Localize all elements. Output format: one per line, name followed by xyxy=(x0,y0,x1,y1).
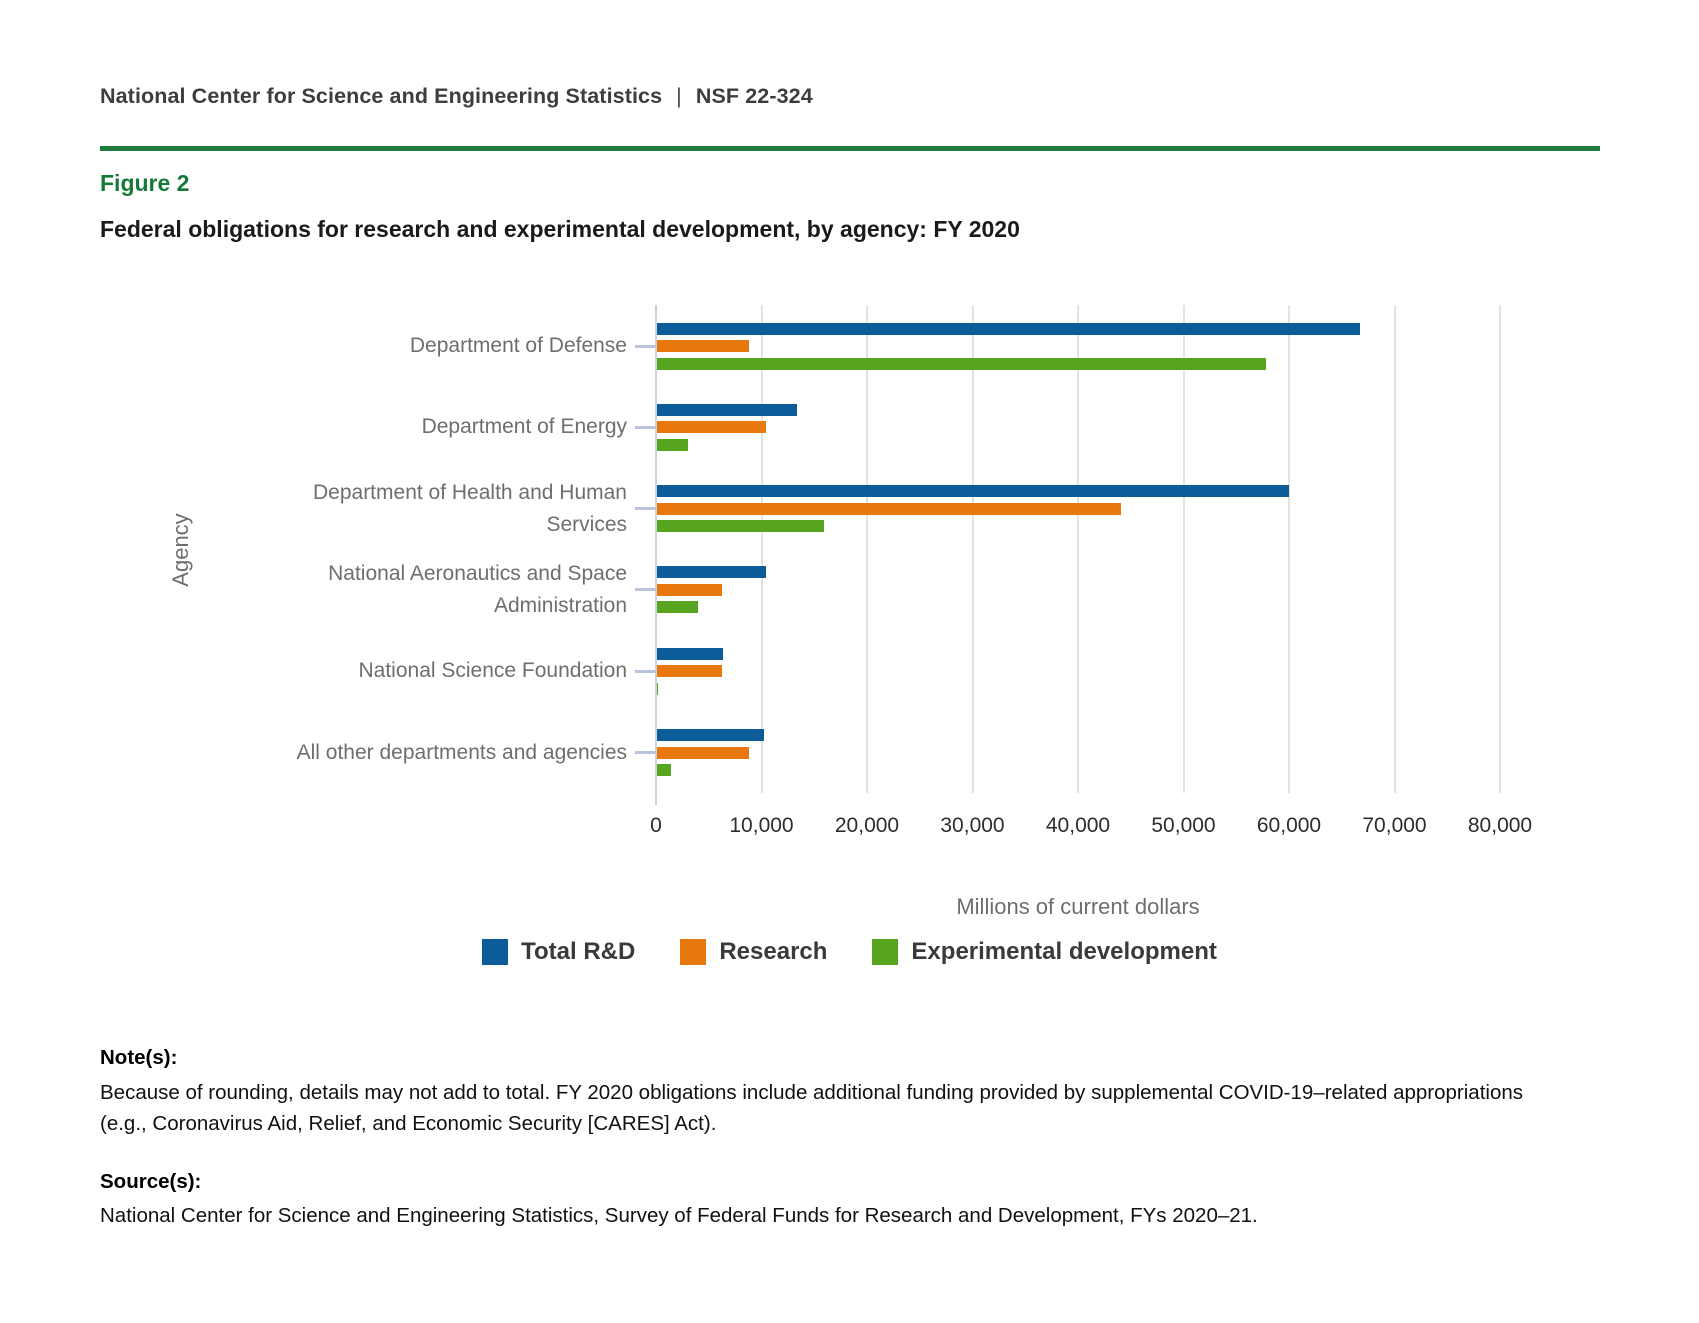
bar-total-r-d xyxy=(657,648,723,660)
chart-legend xyxy=(0,938,1699,966)
x-tick-label: 60,000 xyxy=(1256,814,1322,837)
x-axis-title: Millions of current dollars xyxy=(956,894,1200,919)
bar-total-r-d xyxy=(657,323,1360,335)
figure-title: Federal obligations for research and experimental development, by agency: FY 2020 xyxy=(100,216,1020,242)
category-tick xyxy=(635,670,656,673)
legend-item-research[interactable] xyxy=(680,938,827,966)
y-axis-line xyxy=(655,305,657,805)
bar-experimental-development xyxy=(657,601,698,613)
bar-total-r-d xyxy=(657,566,766,578)
breadcrumb xyxy=(100,84,813,109)
x-gridline xyxy=(761,305,763,793)
bar-total-r-d xyxy=(657,729,764,741)
category-label: Department of Defense xyxy=(409,334,627,357)
bar-research xyxy=(657,503,1121,515)
source-heading: Source(s): xyxy=(100,1170,202,1193)
category-tick xyxy=(635,426,656,429)
brand-text: National Center for Science and Engineering Statistics xyxy=(100,84,663,108)
category-tick xyxy=(635,345,656,348)
x-gridline xyxy=(1394,305,1396,793)
x-gridline xyxy=(1288,305,1290,793)
x-gridline xyxy=(1077,305,1079,793)
legend-label: Research xyxy=(719,938,828,965)
legend-label: Experimental development xyxy=(911,938,1217,965)
x-tick-label: 10,000 xyxy=(729,814,794,837)
legend-swatch xyxy=(482,939,508,965)
legend-label: Total R&D xyxy=(521,938,636,965)
bar-research xyxy=(657,747,749,759)
x-tick-label: 0 xyxy=(650,814,662,837)
legend-swatch xyxy=(680,939,706,965)
notes-body: Because of rounding, details may not add to total. FY 2020 obligations include additional funding provided by supplemental COVID-19–related appropriations (e.g., Coronavirus Aid, Relief, and Economic Security [CARES] Act). xyxy=(100,1081,1524,1135)
bar-total-r-d xyxy=(657,485,1289,497)
category-label: National Science Foundation xyxy=(358,659,627,683)
y-axis-title: Agency xyxy=(168,513,193,587)
x-tick-label: 40,000 xyxy=(1045,814,1111,837)
breadcrumb-divider: | xyxy=(676,84,682,108)
legend-swatch xyxy=(872,939,898,965)
category-tick xyxy=(635,751,656,754)
bar-experimental-development xyxy=(657,764,671,776)
category-tick xyxy=(635,507,656,510)
legend-item-total-r-d[interactable] xyxy=(482,938,635,966)
x-gridline xyxy=(972,305,974,793)
bar-experimental-development xyxy=(657,439,688,451)
x-gridline xyxy=(866,305,868,793)
category-tick xyxy=(635,588,656,591)
bar-experimental-development xyxy=(657,520,824,532)
x-tick-label: 50,000 xyxy=(1151,814,1216,837)
bar-experimental-development xyxy=(657,358,1266,370)
x-tick-label: 30,000 xyxy=(940,814,1005,837)
bar-research xyxy=(657,584,722,596)
header-rule xyxy=(100,146,1600,151)
source-body: National Center for Science and Engineering Statistics, Survey of Federal Funds for Research and Development, FYs 2020–21. xyxy=(100,1204,1258,1227)
category-label: Department of Energy xyxy=(421,415,627,439)
figure-label: Figure 2 xyxy=(100,170,190,196)
bar-research xyxy=(657,421,766,433)
x-gridline xyxy=(1499,305,1501,793)
notes-heading: Note(s): xyxy=(100,1046,178,1069)
bar-research xyxy=(657,665,722,677)
x-tick-label: 80,000 xyxy=(1467,814,1533,837)
bar-experimental-development xyxy=(657,683,658,695)
report-number: NSF 22-324 xyxy=(695,84,813,108)
category-label: Department of Health and Human Services xyxy=(312,480,627,536)
category-label: National Aeronautics and Space Administration xyxy=(328,561,627,617)
legend-item-experimental-development[interactable] xyxy=(872,938,1216,966)
x-tick-label: 70,000 xyxy=(1362,814,1427,837)
x-tick-label: 20,000 xyxy=(834,814,900,837)
category-label: All other departments and agencies xyxy=(296,740,627,764)
bar-total-r-d xyxy=(657,404,797,416)
x-gridline xyxy=(1183,305,1185,793)
bar-research xyxy=(657,340,749,352)
